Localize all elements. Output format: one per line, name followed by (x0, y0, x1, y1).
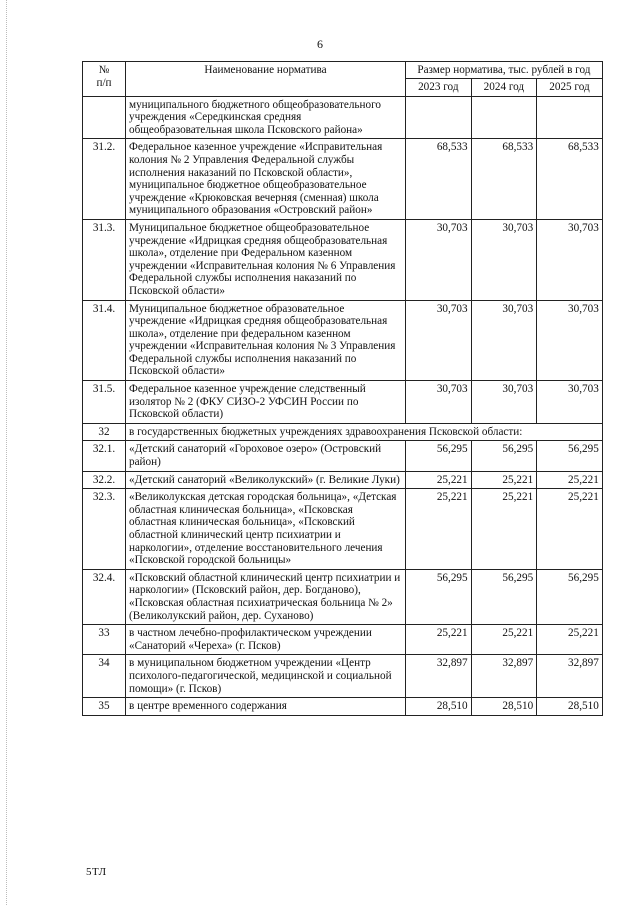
value-2024: 25,221 (471, 489, 537, 570)
row-name: Федеральное казенное учреждение «Исправительная колония № 2 Управления Федеральной службы исполнения наказаний по Псковской области», муниципальное бюджетное общеобразовательное учреждение «Крюковская вечерняя (сменная) школа муниципального образования «Островский район» (126, 139, 406, 220)
header-name: Наименование норматива (126, 62, 406, 97)
row-name: «Детский санаторий «Гороховое озеро» (Островский район) (126, 441, 406, 471)
value-2023: 30,703 (406, 219, 472, 300)
table-row (83, 300, 603, 381)
table-row (83, 139, 603, 220)
row-number: 32.4. (83, 569, 126, 624)
value-2025: 25,221 (537, 489, 603, 570)
row-number: 31.5. (83, 381, 126, 424)
table-row (83, 441, 603, 471)
value-2023: 25,221 (406, 625, 472, 655)
value-2024: 25,221 (471, 625, 537, 655)
value-2024: 32,897 (471, 655, 537, 698)
header-year-2024: 2024 год (471, 79, 537, 97)
page-number: 6 (317, 37, 323, 51)
row-number: 32.2. (83, 471, 126, 489)
value-2024 (471, 96, 537, 139)
header-year-2025: 2025 год (537, 79, 603, 97)
value-2025: 56,295 (537, 569, 603, 624)
header-num: № п/п (83, 62, 126, 97)
row-name: муниципального бюджетного общеобразовательного учреждения «Середкинская средняя общеобразовательная школа Псковского района» (126, 96, 406, 139)
value-2025: 28,510 (537, 698, 603, 716)
header-year-2023: 2023 год (406, 79, 472, 97)
row-number: 32.1. (83, 441, 126, 471)
value-2023: 30,703 (406, 300, 472, 381)
footer-code: 5ТЛ (86, 866, 107, 878)
value-2023: 32,897 (406, 655, 472, 698)
value-2024: 28,510 (471, 698, 537, 716)
value-2025: 56,295 (537, 441, 603, 471)
value-2024: 30,703 (471, 219, 537, 300)
value-2025 (537, 96, 603, 139)
value-2024: 25,221 (471, 471, 537, 489)
row-number: 32 (83, 423, 126, 441)
value-2025: 30,703 (537, 381, 603, 424)
table-row (83, 96, 603, 139)
value-2023: 28,510 (406, 698, 472, 716)
value-2023: 25,221 (406, 471, 472, 489)
row-number: 31.2. (83, 139, 126, 220)
row-name: в частном лечебно-профилактическом учреждении «Санаторий «Череха» (г. Псков) (126, 625, 406, 655)
table-row (83, 489, 603, 570)
value-2024: 30,703 (471, 300, 537, 381)
row-name: Федеральное казенное учреждение следственный изолятор № 2 (ФКУ СИЗО-2 УФСИН России по Псковской области) (126, 381, 406, 424)
value-2025: 30,703 (537, 219, 603, 300)
value-2024: 30,703 (471, 381, 537, 424)
value-2024: 56,295 (471, 569, 537, 624)
row-number (83, 96, 126, 139)
row-name: «Детский санаторий «Великолукский» (г. Великие Луки) (126, 471, 406, 489)
value-2024: 68,533 (471, 139, 537, 220)
table-row (83, 655, 603, 698)
table-row (83, 569, 603, 624)
value-2025: 68,533 (537, 139, 603, 220)
table-row (83, 698, 603, 716)
scan-margin-line (6, 0, 8, 905)
row-name: Муниципальное бюджетное общеобразовательное учреждение «Идрицкая средняя общеобразовательная школа», отделение при Федеральном казенном учреждении «Исправительная колония № 6 Управления Федеральной службы исполнения наказаний по Псковской области» (126, 219, 406, 300)
table-row (83, 423, 603, 441)
value-2025: 32,897 (537, 655, 603, 698)
row-number: 31.3. (83, 219, 126, 300)
row-number: 33 (83, 625, 126, 655)
table-row (83, 625, 603, 655)
value-2025: 25,221 (537, 625, 603, 655)
table-row (83, 381, 603, 424)
value-2023: 30,703 (406, 381, 472, 424)
row-number: 35 (83, 698, 126, 716)
value-2023: 56,295 (406, 569, 472, 624)
value-2023 (406, 96, 472, 139)
table-row (83, 219, 603, 300)
value-2025: 30,703 (537, 300, 603, 381)
table-row (83, 471, 603, 489)
value-2023: 56,295 (406, 441, 472, 471)
header-row (83, 62, 603, 79)
row-name: «Великолукская детская городская больница», «Детская областная клиническая больница», «Псковская областная клиническая больница», «Псковский областной клинический центр психиатрии и наркологии», отделение восстановительного лечения «Псковской городской больницы» (126, 489, 406, 570)
row-number: 34 (83, 655, 126, 698)
row-name: Муниципальное бюджетное образовательное учреждение «Идрицкая средняя общеобразовательная школа», отделение при федеральном казенном учреждении «Исправительная колония № 3 Управления Федеральной службы исполнения наказаний по Псковской области» (126, 300, 406, 381)
row-name: в государственных бюджетных учреждениях здравоохранения Псковской области: (126, 423, 603, 441)
row-name: в центре временного содержания (126, 698, 406, 716)
row-name: в муниципальном бюджетном учреждении «Центр психолого-педагогической, медицинской и социальной помощи» (г. Псков) (126, 655, 406, 698)
value-2024: 56,295 (471, 441, 537, 471)
norms-table (82, 61, 603, 716)
value-2023: 25,221 (406, 489, 472, 570)
row-name: «Псковский областной клинический центр психиатрии и наркологии» (Псковский район, дер. Богданово), «Псковская областная психиатрическая больница № 2» (Великолукский район, дер. Суханово) (126, 569, 406, 624)
value-2025: 25,221 (537, 471, 603, 489)
header-size: Размер норматива, тыс. рублей в год (406, 62, 603, 79)
row-number: 31.4. (83, 300, 126, 381)
value-2023: 68,533 (406, 139, 472, 220)
row-number: 32.3. (83, 489, 126, 570)
